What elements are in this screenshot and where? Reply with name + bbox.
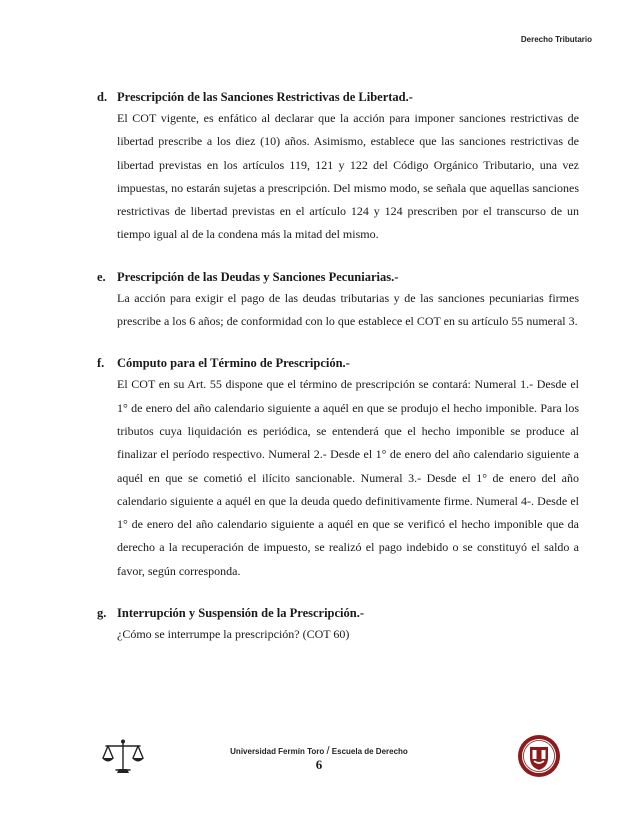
section-f	[97, 355, 579, 583]
section-heading	[97, 355, 579, 372]
section-e	[97, 269, 579, 334]
section-heading	[97, 605, 579, 622]
section-title: Prescripción de las Deudas y Sanciones Pecuniarias.-	[117, 269, 399, 284]
section-paragraph: El COT en su Art. 55 dispone que el término de prescripción se contará: Numeral 1.- Desde el 1° de enero del año calendario siguiente a aquél en que se produjo el hecho imponible. Para los tributos cuya liquidación es periódica, se entenderá que el hecho imponible se produce al finalizar el período respectivo. Numeral 2.- Desde el 1° de enero del año calendario siguiente a aquél en que se cometió el ilícito sancionable. Numeral 3.- Desde el 1° de enero del año calendario siguiente a aquél en que la deuda quedo definitivamente firme. Numeral 4-. Desde el 1° de enero del año calendario siguiente a aquél en que se verificó el hecho imponible que da derecho a la recuperación de impuesto, se realizó el pago indebido o se constituyó el saldo a favor, según corresponda.	[117, 377, 579, 578]
section-title: Prescripción de las Sanciones Restrictivas de Libertad.-	[117, 90, 413, 104]
section-g	[97, 605, 579, 646]
section-heading	[97, 89, 579, 106]
section-letter: d.	[97, 90, 108, 104]
section-paragraph: La acción para exigir el pago de las deudas tributarias y de las sanciones pecuniarias firmes prescribe a los 6 años; de conformidad con lo que establece el COT en su artículo 55 numeral 3.	[117, 290, 579, 329]
section-letter: e.	[97, 269, 106, 284]
section-heading	[97, 269, 579, 286]
section-title: Cómputo para el Término de Prescripción.-	[117, 356, 350, 371]
university-seal-icon	[517, 734, 561, 778]
section-paragraph: ¿Cómo se interrumpe la prescripción? (COT 60)	[117, 627, 350, 642]
page-number: 6	[315, 757, 323, 772]
footer-separator: /	[326, 745, 330, 757]
footer-university: Universidad Fermín Toro	[230, 747, 325, 756]
footer-school: Escuela de Derecho	[331, 747, 408, 756]
section-paragraph: El COT vigente, es enfático al declarar que la acción para imponer sanciones restrictivas de libertad prescribe a los diez (10) años. Asimismo, establece que las sanciones restrictivas de libertad previstas en los artículos 119, 121 y 122 del Código Orgánico Tributario, una vez impuestas, no estarán sujetas a prescripción. Del mismo modo, se señala que aquellas sanciones restrictivas de libertad previstas en el artículo 124 y 124 prescriben por el transcurso de un tiempo igual al de la condena más la mitad del mismo.	[117, 111, 579, 242]
section-d	[97, 89, 579, 247]
document-body	[97, 89, 579, 668]
section-letter: g.	[97, 606, 107, 621]
section-title: Interrupción y Suspensión de la Prescripción.-	[117, 606, 365, 621]
section-letter: f.	[97, 356, 105, 371]
running-header: Derecho Tributario	[520, 35, 592, 44]
